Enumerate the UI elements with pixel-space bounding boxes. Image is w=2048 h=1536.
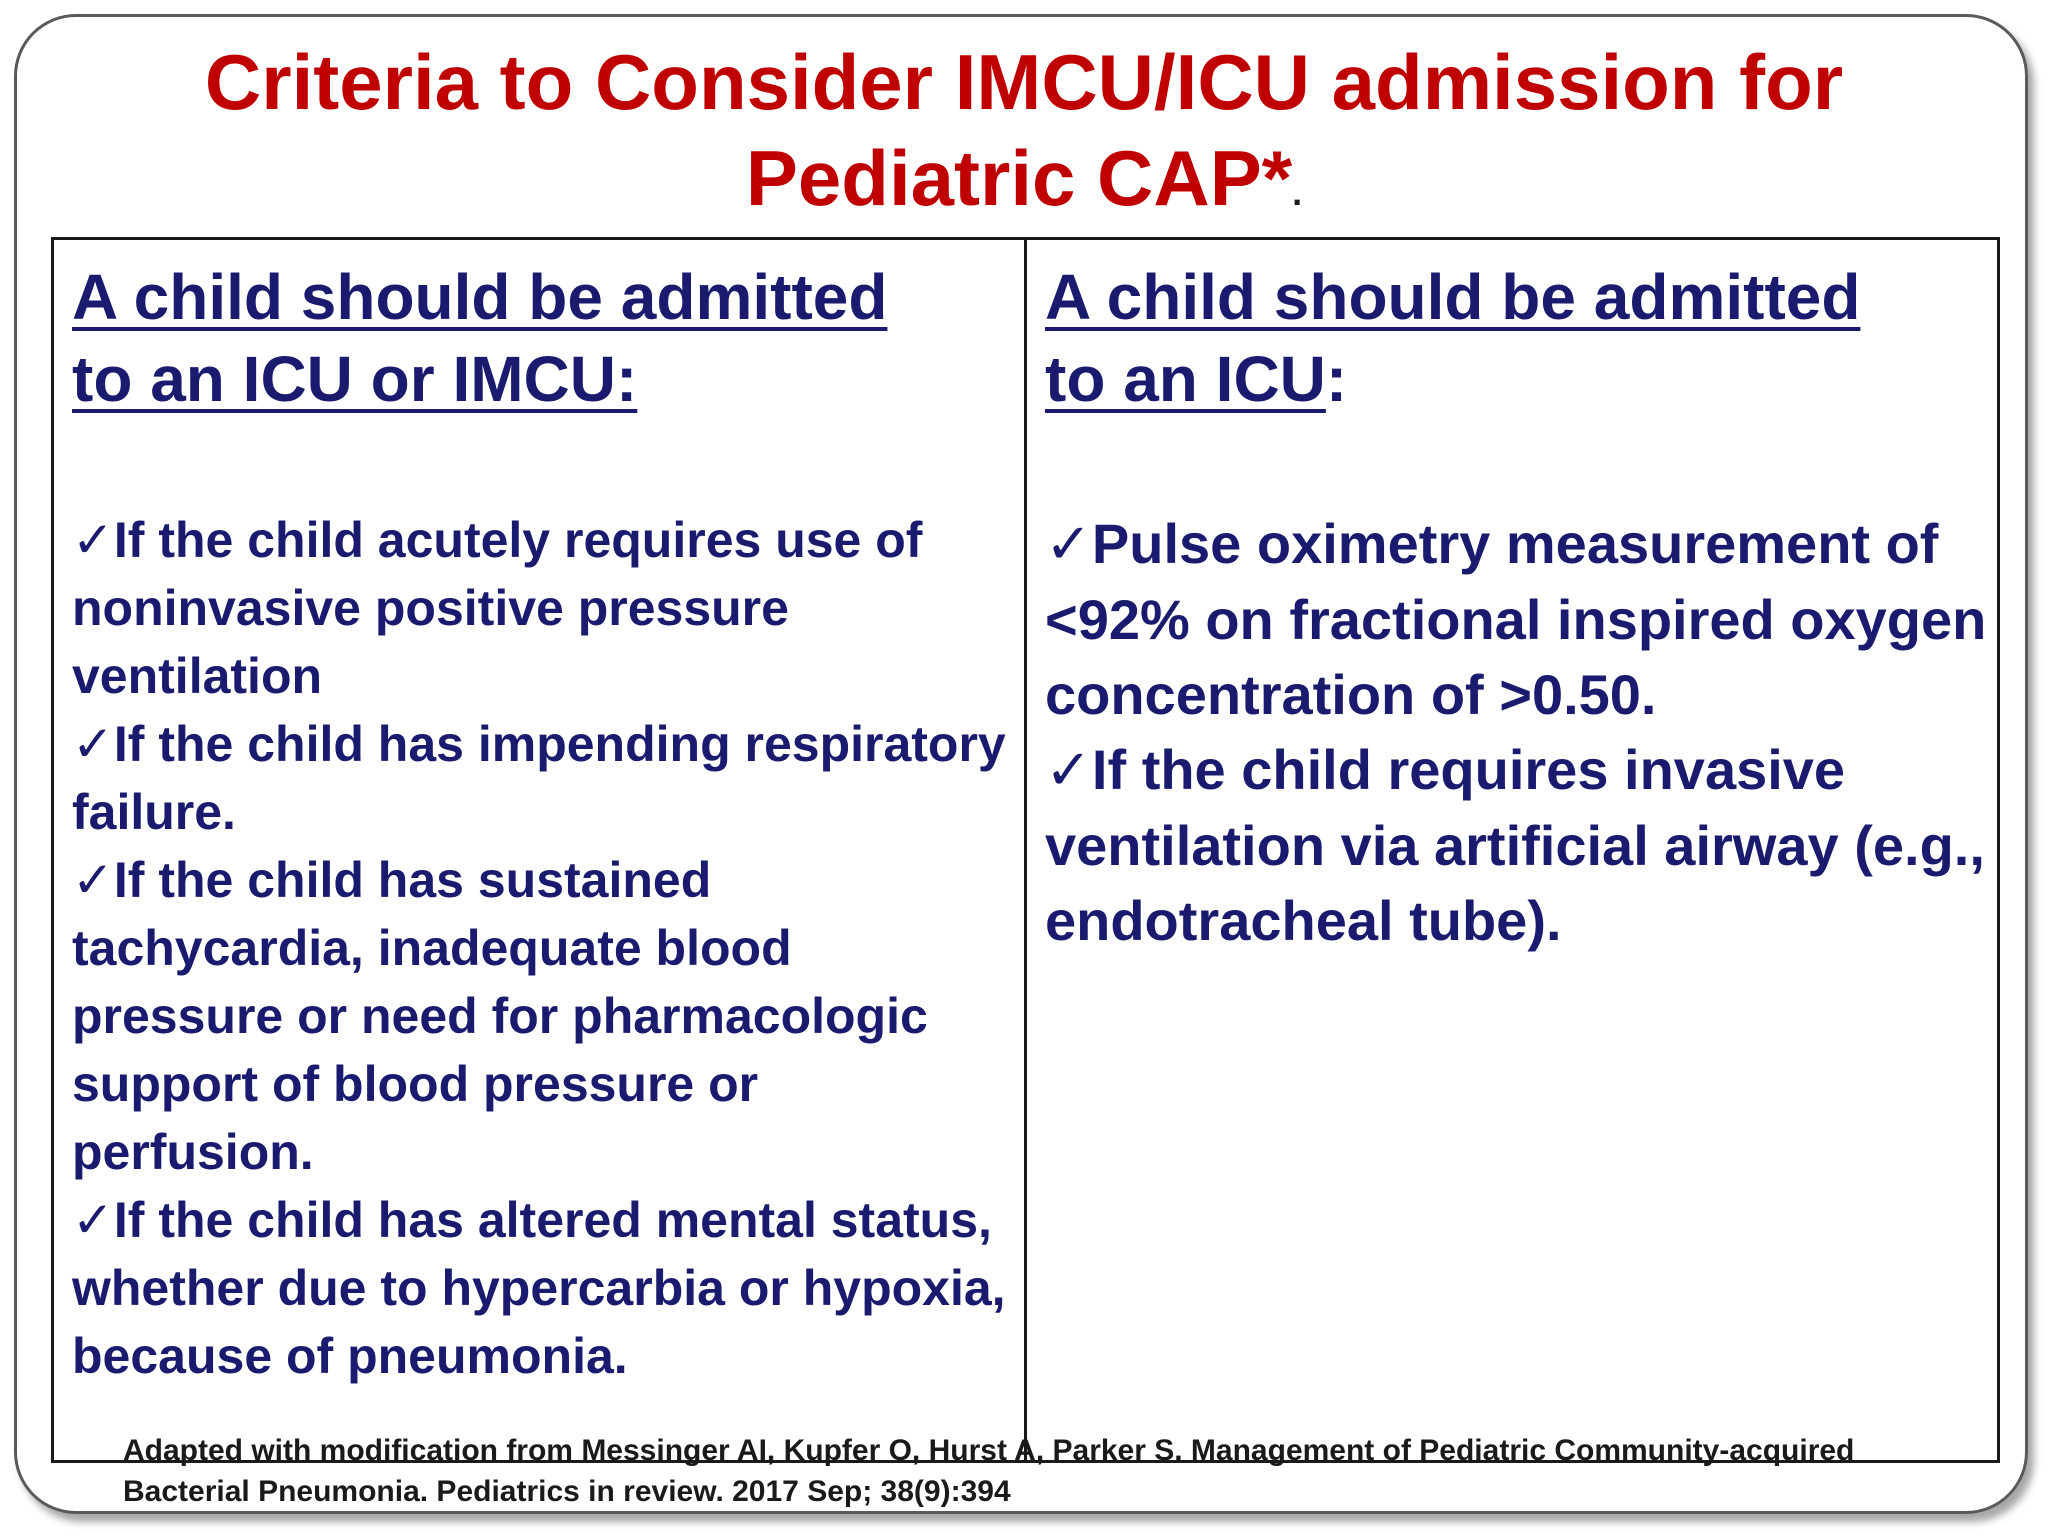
icu-or-imcu-criteria-list [72, 506, 1012, 1390]
criteria-text: If the child requires invasive ventilation via artificial airway (e.g., endotracheal tube). [1045, 738, 1985, 952]
criteria-text: If the child has sustained tachycardia, inadequate blood pressure or need for pharmacologic support of blood pressure or perfusion. [72, 852, 928, 1180]
checkmark-icon: ✓ [1045, 738, 1092, 803]
checkmark-icon: ✓ [1045, 512, 1092, 577]
criteria-item [72, 506, 1012, 710]
criteria-text: If the child acutely requires use of noninvasive positive pressure ventilation [72, 512, 923, 704]
icu-or-imcu-column [72, 256, 1012, 1390]
title-line-1: Criteria to Consider IMCU/ICU admission for [204, 38, 1844, 126]
criteria-text: If the child has altered mental status, whether due to hypercarbia or hypoxia, because of pneumonia. [72, 1192, 1006, 1384]
heading-line-2: to an ICU [1045, 343, 1326, 415]
checkmark-icon: ✓ [72, 851, 114, 909]
icu-criteria-list [1045, 506, 1990, 958]
heading-line-2: to an ICU or IMCU: [72, 343, 638, 415]
criteria-item [72, 1186, 1012, 1390]
icu-heading [1045, 256, 1990, 420]
icu-or-imcu-heading [72, 256, 1012, 420]
slide-title [0, 34, 2048, 241]
title-dot: . [1292, 172, 1303, 213]
criteria-text: If the child has impending respiratory failure. [72, 716, 1006, 840]
citation: Adapted with modification from Messinger AI, Kupfer O, Hurst A, Parker S. Management of Pediatric Community-acquired Bacterial Pneumonia. Pediatrics in review. 2017 Sep; 38(9):394 [123, 1434, 1855, 1508]
heading-line-1: A child should be admitted [72, 261, 888, 333]
checkmark-icon: ✓ [72, 511, 114, 569]
criteria-item [72, 710, 1012, 846]
criteria-item [1045, 506, 1990, 732]
checkmark-icon: ✓ [72, 1191, 114, 1249]
heading-colon: : [1325, 343, 1348, 415]
criteria-item [72, 846, 1012, 1186]
criteria-text: Pulse oximetry measurement of <92% on fractional inspired oxygen concentration of >0.50. [1045, 512, 1987, 726]
column-divider [1024, 237, 1027, 1463]
heading-line-1: A child should be admitted [1045, 261, 1861, 333]
title-line-2: Pediatric CAP* [745, 134, 1293, 222]
checkmark-icon: ✓ [72, 715, 114, 773]
criteria-item [1045, 732, 1990, 958]
icu-column [1045, 256, 1990, 958]
